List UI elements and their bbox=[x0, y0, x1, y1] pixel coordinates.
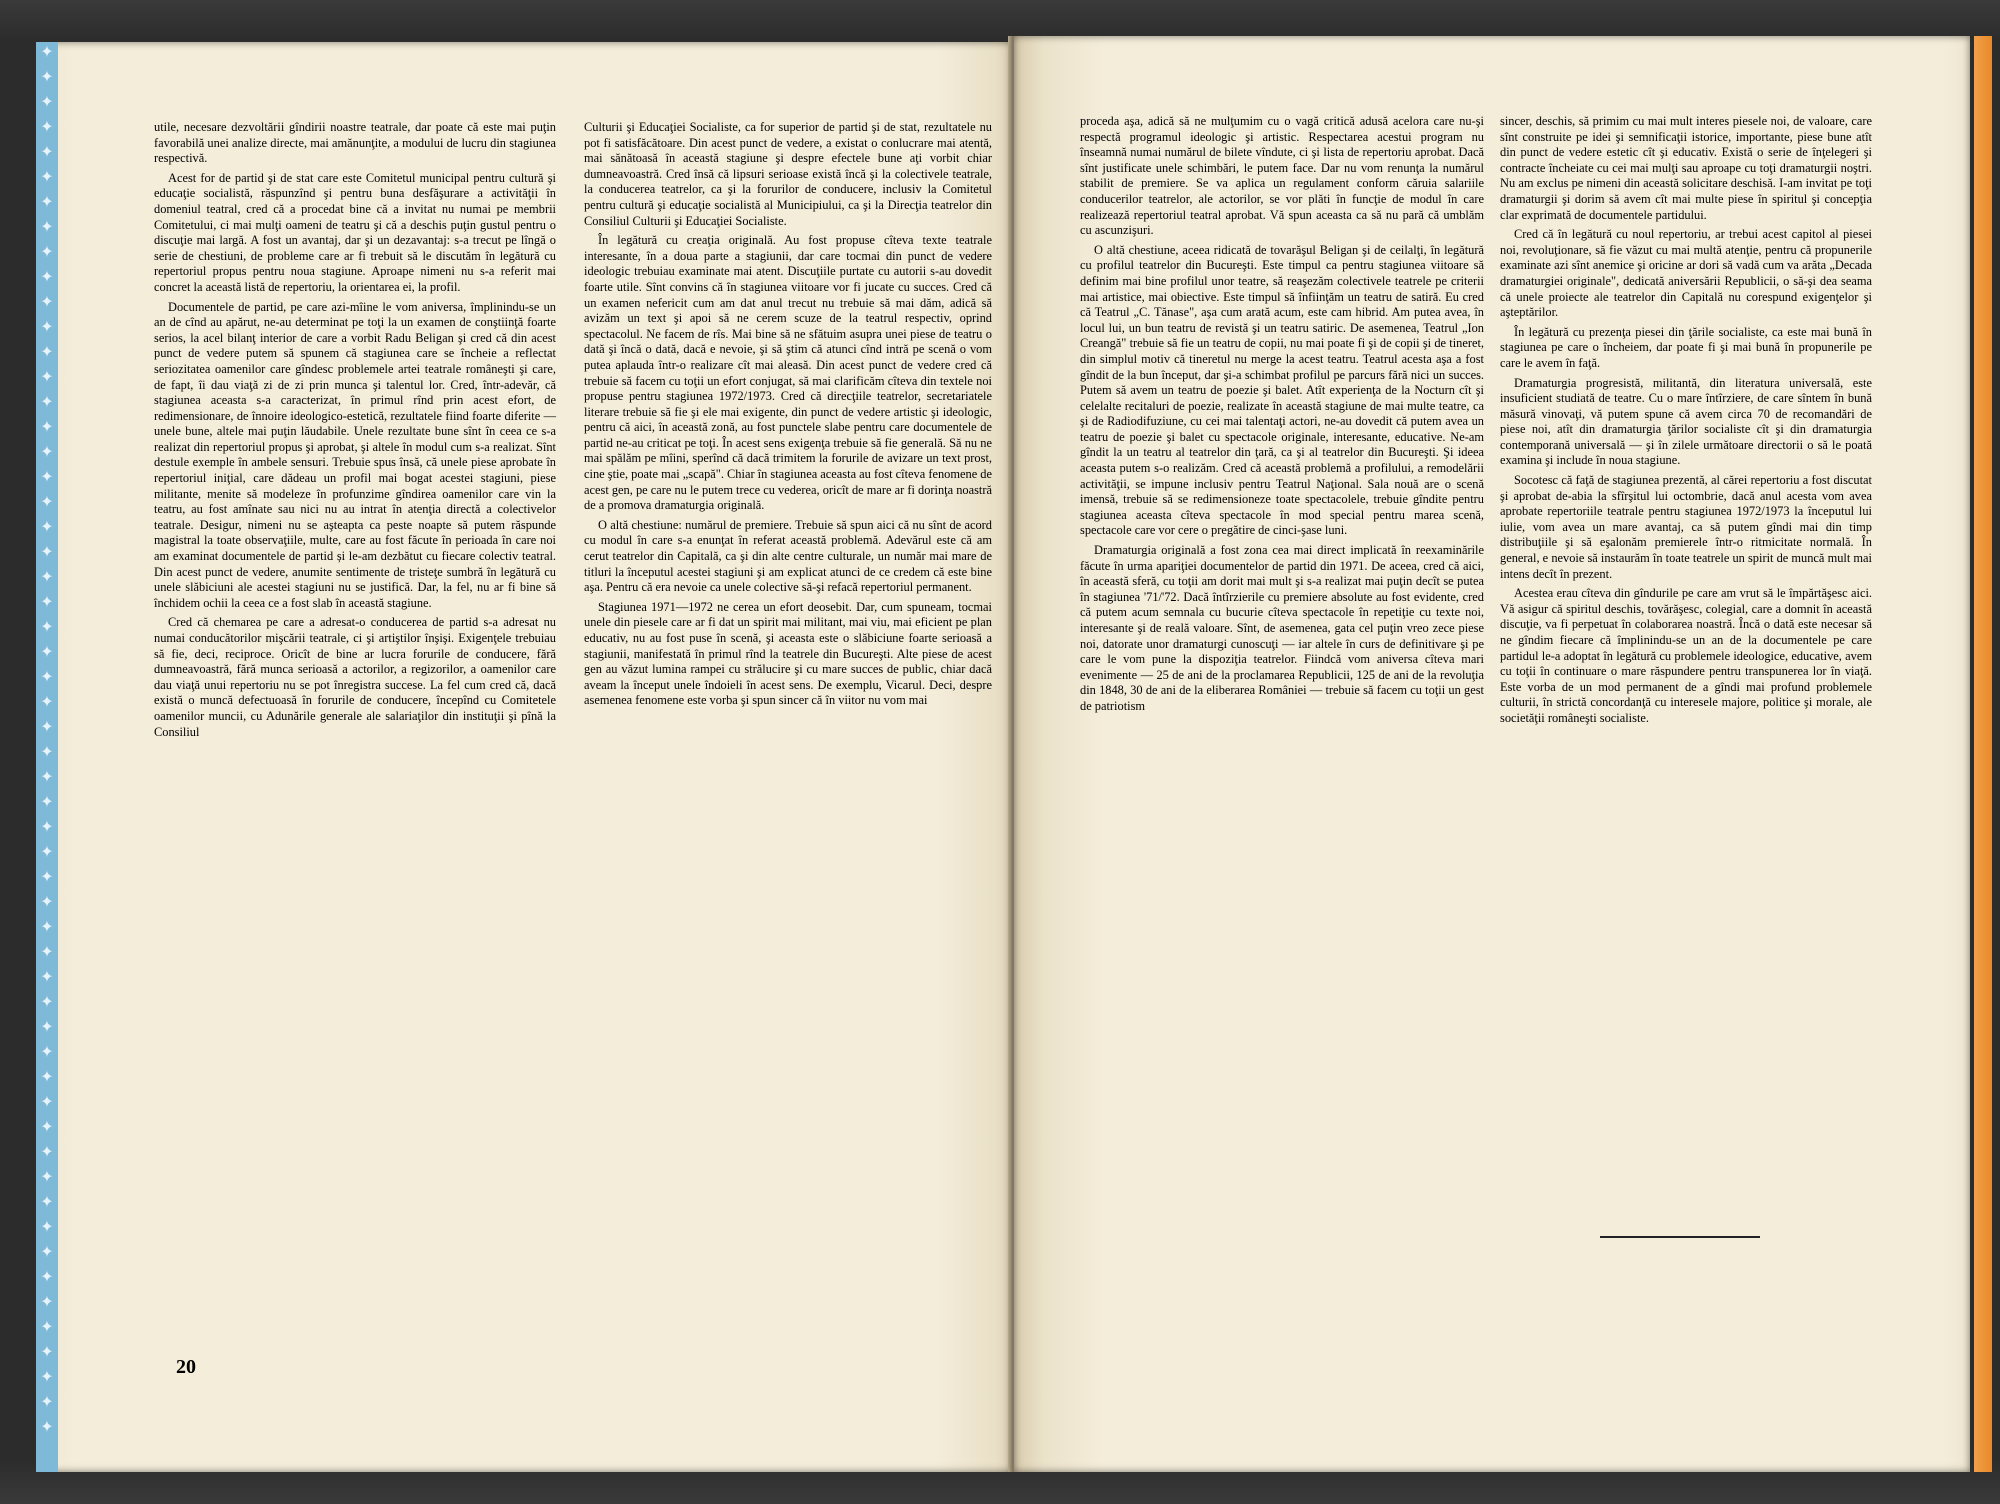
ornament-icon: ✦ bbox=[40, 1169, 54, 1186]
paragraph: Dramaturgia progresistă, militantă, din literatura universală, este insuficient studiată de teatre. Cu o mare întîrziere, de care sîntem în bună măsură vinovaţi, vă putem spune că avem circa 70 de recomandări de piese noi, atît din dramaturgia ţărilor socialiste cît şi din dramaturgia contemporană universală — şi în zilele următoare directorii o să le poată examina şi include în noua stagiune. bbox=[1500, 375, 1872, 468]
ornament-icon: ✦ bbox=[40, 1244, 54, 1261]
left-page-column-1 bbox=[154, 120, 556, 744]
paragraph: Stagiunea 1971—1972 ne cerea un efort deosebit. Dar, cum spuneam, tocmai unele din piesele care ar fi dat un spirit mai militant, mai viu, mai eficient pe plan educativ, nu au fost puse în scenă, şi aceasta este o slăbiciune foarte serioasă a stagiunii, manifestată în primul rînd la teatrele din Bucureşti. Alte piese de acest gen au văzut lumina rampei cu strălucire şi cu mare succes de public, chiar dacă aveam la început unele îndoieli în acest sens. De exemplu, Vicarul. Deci, despre asemenea fenomene este vorba şi spun sincer că în viitor nu vom mai bbox=[584, 599, 992, 708]
ornament-icon: ✦ bbox=[40, 1394, 54, 1411]
ornament-icon: ✦ bbox=[40, 744, 54, 761]
page-number: 20 bbox=[176, 1356, 196, 1378]
paragraph: Acestea erau cîteva din gîndurile pe care am vrut să le împărtăşesc aici. Vă asigur că spiritul deschis, tovărăşesc, colegial, care a domnit în această discuţie, va fi perpetuat în colaborarea noastră. Încă o dată este necesar să ne gîndim fiecare că împlinindu-se un an de la documentele pe care partidul le-a adoptat în legătură cu problemele ideologice, educative, avem cu toţii în continuare o mare răspundere pentru transpunerea lor în viaţă. Este vorba de un mod permanent de a gîndi mai profund problemele culturii, în strictă concordanţă cu interesele majore, politice şi morale, ale societăţii româneşti socialiste. bbox=[1500, 586, 1872, 725]
ornament-icon: ✦ bbox=[40, 1319, 54, 1336]
paragraph: O altă chestiune: numărul de premiere. Trebuie să spun aici că nu sînt de acord cu modul în care s-a enunţat în referat această problemă. Adevărul este că am cerut teatrelor din Capitală, ca şi din alte centre culturale, un număr mai mare de titluri la începutul acestei stagiuni şi am explicat atunci de ce credem că este bine aşa. Pentru că era nevoie ca unele colective să-şi refacă repertoriul permanent. bbox=[584, 517, 992, 595]
ornament-icon: ✦ bbox=[40, 594, 54, 611]
ornament-icon: ✦ bbox=[40, 444, 54, 461]
ornament-icon: ✦ bbox=[40, 169, 54, 186]
ornament-icon: ✦ bbox=[40, 44, 54, 61]
ornament-icon: ✦ bbox=[40, 1044, 54, 1061]
ornament-icon: ✦ bbox=[40, 969, 54, 986]
ornament-icon: ✦ bbox=[40, 694, 54, 711]
ornament-icon: ✦ bbox=[40, 419, 54, 436]
decorative-border-strip bbox=[36, 42, 58, 1472]
ornament-icon: ✦ bbox=[40, 1294, 54, 1311]
right-page-column-2 bbox=[1500, 114, 1872, 731]
ornament-icon: ✦ bbox=[40, 494, 54, 511]
ornament-icon: ✦ bbox=[40, 94, 54, 111]
ornament-icon: ✦ bbox=[40, 219, 54, 236]
paragraph: utile, necesare dezvoltării gîndirii noastre teatrale, dar poate că este mai puţin favorabilă unei analize directe, mai amănunţite, a modului de lucru din stagiunea respectivă. bbox=[154, 120, 556, 166]
paragraph: O altă chestiune, aceea ridicată de tovarăşul Beligan şi de ceilalţi, în legătură cu profilul teatrelor din Bucureşti. Este timpul ca pentru stagiunea viitoare să definim mai bine profilul unor teatre, să reaşezăm colectivele teatrele pe criterii mai artistice, mai obiective. Este timpul să înfiinţăm un teatru de satiră. Eu cred că Teatrul „C. Tănase", aşa cum arată acum, este cam hibrid. Am putea avea, în locul lui, un bun teatru de revistă şi un teatru satiric. De asemenea, Teatrul „Ion Creangă" trebuie să fie un teatru de copii, nu mai poate fi şi de copii şi de tineret, din simplul motiv că tineretul nu merge la acest teatru. Teatrul acesta aşa a fost gîndit de la bun început, dar şi-a schimbat profilul pe parcurs fără nici un succes. Putem să avem un teatru de poezie şi balet. Atît experienţa de la Nocturn cît şi celelalte recitaluri de poezie, realizate în această stagiune de mai multe teatre, ca şi de Radiodifuziune, cu cei mai talentaţi actori, ne-au dovedit că putem avea un teatru de poezie şi balet cu spectacole originale, interesante, educative. Ne-am gîndit la un teatru al teatrelor din ţară, ca şi al teatrelor din Bucureşti. Şi ideea aceasta putem s-o realizăm. Cred că această problemă a profilului, a remodelării activităţii, se impune inclusiv pentru Teatrul Naţional. Sala nouă are o scenă imensă, trebuie să se redimensioneze toate spectacolele, trebuie gîndite pentru stagiunea aceasta cîteva spectacole în mod special pentru marea scenă, spectacole care vor cere o pregătire de cinci-şase luni. bbox=[1080, 242, 1484, 538]
right-page-column-1 bbox=[1080, 114, 1484, 719]
ornament-icon: ✦ bbox=[40, 319, 54, 336]
paragraph: Documentele de partid, pe care azi-mîine le vom aniversa, împlinindu-se un an de cînd au apărut, ne-au determinat pe toţi la un examen de conştiinţă foarte serios, la acel bilanţ interior de care a vorbit Radu Beligan şi cred că din acest punct de vedere putem să spunem că stagiunea care se încheie a reflectat seriozitatea oamenilor care gîndesc problemele artei teatrale româneşti şi care, de fapt, îi dau viaţă zi de zi prin munca şi talentul lor. Cred, într-adevăr, că stagiunea aceasta s-a caracterizat, în primul rînd prin acest efort, de redimensionare, de înnoire ideologico-estetică, rezultatele fiind foarte diferite — unele bune, altele mai puţin lăudabile. Unele rezultate bune sînt în ceea ce s-a realizat din repertoriul propus şi aprobat, şi altele în modul cum s-a realizat. Sînt destule exemple în ambele sensuri. Trebuie spus însă, că unele piese aprobate în repertoriul iniţial, care dădeau un profil mai bogat acestei stagiuni, piese militante, menite să modeleze în profunzime gîndirea oamenilor care vin la teatru, au fost amînate sau nici nu au intrat în atenţia directă a colectivelor teatrale. Desigur, nimeni nu se aşteapta ca peste noapte să putem răspunde magistral la toate observaţiile, multe, care au fost făcute în perioada în care noi am examinat documentele de partid și le-am dezbătut cu fiecare colectiv teatral. Din acest punct de vedere, anumite sentimente de tristeţe sumbră în legătură cu unele slăbiciuni ale acestei stagiuni nu se justifică. Dar, la fel, nu ar fi bine să închidem ochii la ceea ce a fost slab în această stagiune. bbox=[154, 299, 556, 610]
ornament-icon: ✦ bbox=[40, 644, 54, 661]
ornament-icon: ✦ bbox=[40, 869, 54, 886]
paragraph: Dramaturgia originală a fost zona cea mai direct implicată în reexaminările făcute în urma apariţiei documentelor de partid din 1971. De aceea, cred că aici, în această sferă, cu toţii am dorit mai mult şi s-a realizat mai puţin decît se putea în stagiunea '71/'72. Dacă întîrzierile cu premiere absolute au fost evidente, cred că putem acum semnala cu bucurie cîteva spectacole în repetiţie cu texte noi, interesante şi de reală valoare. Sînt, de asemenea, gata cel puţin vreo zece piese noi, datorate unor dramaturgi cunoscuţi — iar altele în curs de definitivare şi pe care le vom pune la dispoziţia teatrelor. Fiindcă vom aniversa cîteva mari evenimente — 25 de ani de la proclamarea Republicii, 125 de ani de la revoluţia din 1848, 30 de ani de la eliberarea României — trebuie să facem cu toţii un gest de patriotism bbox=[1080, 543, 1484, 713]
ornament-icon: ✦ bbox=[40, 1419, 54, 1436]
paragraph: În legătură cu prezenţa piesei din ţările socialiste, ca este mai bună în stagiunea pe care o încheiem, dar poate fi şi mai bună în propunerile pe care le avem în faţă. bbox=[1500, 324, 1872, 370]
ornament-icon: ✦ bbox=[40, 194, 54, 211]
ornament-icon: ✦ bbox=[40, 794, 54, 811]
ornament-icon: ✦ bbox=[40, 1019, 54, 1036]
page-edge-strip bbox=[1974, 36, 1992, 1472]
ornament-icon: ✦ bbox=[40, 569, 54, 586]
ornament-icon: ✦ bbox=[40, 369, 54, 386]
ornament-icon: ✦ bbox=[40, 769, 54, 786]
ornament-icon: ✦ bbox=[40, 719, 54, 736]
ornament-icon: ✦ bbox=[40, 1344, 54, 1361]
ornament-icon: ✦ bbox=[40, 469, 54, 486]
left-page-column-2 bbox=[584, 120, 992, 713]
ornament-icon: ✦ bbox=[40, 994, 54, 1011]
paragraph: Cred că în legătură cu noul repertoriu, ar trebui acest capitol al piesei noi, revoluţionare, să fie văzut cu mai multă atenţie, pentru că propunerile examinate azi sînt anemice şi oricine ar dori să vadă cum va arăta „Decada dramaturgiei originale", dedicată aniversării Republicii, o să-şi dea seama că unele proiecte ale teatrelor din Capitală nu corespund exigenţelor şi aşteptărilor. bbox=[1500, 227, 1872, 320]
paragraph: Cred că chemarea pe care a adresat-o conducerea de partid s-a adresat nu numai conducătorilor mişcării teatrale, ci şi artiştilor înşişi. Exigenţele trebuiau să fie, deci, reciproce. Oricît de bine ar lucra forurile de conducere, fără dumneavoastră, fără munca serioasă a actorilor, a regizorilor, a oamenilor care dau viaţă unui repertoriu nu se pot înregistra succese. La fel cum cred că, dacă există o muncă defectuoasă în forurile de conducere, începînd cu Comitetele oamenilor muncii, cu Adunările generale ale salariaţilor din instituţii şi pînă la Consiliul bbox=[154, 615, 556, 739]
ornament-icon: ✦ bbox=[40, 144, 54, 161]
ornament-icon: ✦ bbox=[40, 1269, 54, 1286]
paragraph: proceda aşa, adică să ne mulţumim cu o vagă critică adusă acelora care nu-şi respectă programul ideologic şi artistic. Respectarea acestui program nu înseamnă numai numărul de bilete vîndute, ci şi lista de repertoriu aprobat. Dacă sînt justificate unele schimbări, le putem face. Dar nu vom renunţa la numărul stabilit de premiere. Se va aplica un regulament conform căruia salariile conducerilor teatrelor, ale actorilor, se vor plăti în funcţie de modul în care realizează repertoriul teatral aprobat. Vă spun aceasta ca să nu pară că umblăm cu ascunzişuri. bbox=[1080, 114, 1484, 238]
ornament-icon: ✦ bbox=[40, 544, 54, 561]
ornament-icon: ✦ bbox=[40, 344, 54, 361]
paragraph: Culturii şi Educaţiei Socialiste, ca for superior de partid şi de stat, rezultatele nu pot fi satisfăcătoare. Din acest punct de vedere, a existat o conlucrare mai atentă, mai sănătoasă în această stagiune şi despre efectele bune aţi vorbit chiar dumneavoastră. Cred însă că lipsuri serioase există încă şi la colectivele teatrale, la conducerea teatrelor, ca şi la forurilor de conducere, inclusiv la Comitetul pentru cultură şi educaţie socialistă al Municipiului, ca şi la Direcţia teatrelor din Consiliul Culturii şi Educaţiei Socialiste. bbox=[584, 120, 992, 228]
ornament-icon: ✦ bbox=[40, 244, 54, 261]
paragraph: sincer, deschis, să primim cu mai mult interes piesele noi, de valoare, care sînt construite pe idei şi semnificaţii istorice, importante, piese bune atît din punct de vedere estetic cît şi educativ. Există o serie de înţelegeri şi contracte încheiate cu cei mai mulţi sau aproape cu toţi dramaturgii noştri. Nu am exclus pe nimeni din această solicitare deschisă. I-am invitat pe toţi dramaturgii şi dorim să avem cît mai multe piese în spiritul şi concepţia clar exprimată de documentele partidului. bbox=[1500, 114, 1872, 222]
ornament-icon: ✦ bbox=[40, 944, 54, 961]
paragraph: Socotesc că faţă de stagiunea prezentă, al cărei repertoriu a fost discutat şi aprobat de-abia la sfîrşitul lui octombrie, dacă anul acesta vom avea aprobate repertoriile teatrale pentru stagiunea 1972/1973 la începutul lui iulie, vom avea un mare avantaj, ca să putem gîndi mai din timp distribuţiile şi să eşalonăm premierele într-o ritmicitate normală. În general, e nevoie să instaurăm în toate teatrele un spirit de muncă mult mai intens decît în prezent. bbox=[1500, 473, 1872, 581]
ornament-icon: ✦ bbox=[40, 1144, 54, 1161]
ornament-icon: ✦ bbox=[40, 919, 54, 936]
ornament-icon: ✦ bbox=[40, 519, 54, 536]
ornament-icon: ✦ bbox=[40, 294, 54, 311]
ornament-icon: ✦ bbox=[40, 619, 54, 636]
paragraph: Acest for de partid şi de stat care este Comitetul municipal pentru cultură şi educaţie socialistă, răspunzînd şi pentru buna desfăşurare a activităţii în domeniul teatral, cred că a procedat bine că a invitat nu numai pe membrii Comitetului, ci mai mulţi oameni de teatru şi că a deschis puţin gustul pentru o discuţie mai largă. A fost un avantaj, dar şi un dezavantaj: s-a trecut pe lîngă o serie de chestiuni, de probleme care ar fi trebuit să le discutăm în legătură cu repertoriul propus pentru noua stagiune. Aproape nimeni nu s-a referit mai concret la această listă de repertoriu, la orientarea ei, la profil. bbox=[154, 170, 556, 294]
ornament-icon: ✦ bbox=[40, 669, 54, 686]
ornament-icon: ✦ bbox=[40, 394, 54, 411]
ornament-icon: ✦ bbox=[40, 269, 54, 286]
end-rule bbox=[1600, 1236, 1760, 1238]
ornament-icon: ✦ bbox=[40, 894, 54, 911]
ornament-icon: ✦ bbox=[40, 119, 54, 136]
ornament-icon: ✦ bbox=[40, 819, 54, 836]
paragraph: În legătură cu creaţia originală. Au fost propuse cîteva texte teatrale interesante, în a doua parte a stagiunii, dar care tocmai din punct de vedere ideologic trebuiau examinate mai atent. Discuţiile purtate cu autorii s-au dovedit foarte utile. Sînt convins că în stagiunea viitoare vor fi jucate cu succes. Cred că un examen nefericit cum am dat anul trecut nu trebuie să mai dăm, adică să avizăm un text şi apoi să ne cerem scuze de la teatrul respectiv, oprind spectacolul. Ne facem de rîs. Mai bine să ne sfătuim asupra unei piese de teatru o dată şi încă o dată, dacă e nevoie, şi să ştim că atunci cînd intră pe scenă o vom putea aplauda într-o realizare cît mai aleasă. Din acest punct de vedere cred că trebuie să facem cu toţii un efort conjugat, să mai clarificăm cîteva din textele noi propuse pentru stagiunea 1972/1973. Cred că direcţiile teatrelor, secretariatele literare trebuie să fie şi ele mai exigente, din punct de vedere artistic şi ideologic, pentru că aici, în această zonă, au fost punctele slabe pentru care documentele de partid ne-au criticat pe toţi. În acest sens exigenţa trebuie să fie generală. Să nu ne mai spălăm pe mîini, sperînd că dacă trimitem la forurile de avizare un text prost, cine ştie, poate mai „scapă". Chiar în stagiunea aceasta au fost cîteva fenomene de acest gen, pe care nu le putem trece cu vederea, oricît de mare ar fi dorinţa noastră de a promova dramaturgia originală. bbox=[584, 233, 992, 513]
ornament-icon: ✦ bbox=[40, 69, 54, 86]
ornament-icon: ✦ bbox=[40, 844, 54, 861]
ornament-icon: ✦ bbox=[40, 1119, 54, 1136]
ornament-icon: ✦ bbox=[40, 1069, 54, 1086]
ornament-icon: ✦ bbox=[40, 1369, 54, 1386]
ornament-icon: ✦ bbox=[40, 1194, 54, 1211]
ornament-icon: ✦ bbox=[40, 1094, 54, 1111]
ornament-icon: ✦ bbox=[40, 1219, 54, 1236]
